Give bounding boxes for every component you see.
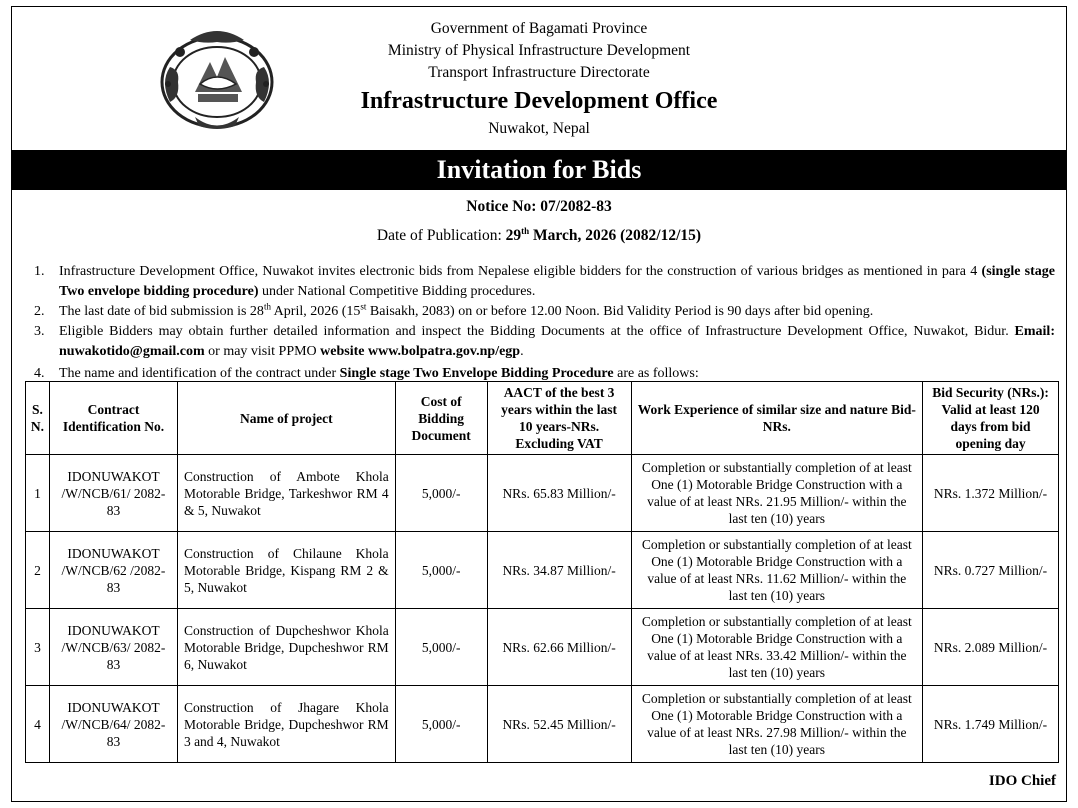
publication-date bbox=[0, 227, 1078, 245]
paragraph-number: 1. bbox=[34, 264, 45, 279]
cell-security: NRs. 0.727 Million/- bbox=[923, 532, 1059, 609]
paragraph-text: Eligible Bidders may obtain further detailed information and inspect the Bidding Documents at the office of Infrastructure Development Office, Nuwakot, Bidur. bbox=[59, 324, 1015, 339]
cell-sn: 3 bbox=[26, 609, 50, 686]
notice-number: Notice No: 07/2082-83 bbox=[466, 198, 612, 215]
paragraph-sup: th bbox=[263, 301, 271, 312]
table-row bbox=[26, 455, 1059, 532]
paragraph-text: or may visit PPMO bbox=[204, 344, 321, 359]
paragraph-text: . bbox=[520, 344, 524, 359]
paragraph-2 bbox=[25, 301, 1055, 320]
cell-cost: 5,000/- bbox=[395, 609, 487, 686]
cell-sn: 1 bbox=[26, 455, 50, 532]
cell-contract: IDONUWAKOT /W/NCB/61/ 2082-83 bbox=[49, 455, 177, 532]
signature: IDO Chief bbox=[988, 773, 1056, 789]
header-contract: Contract Identification No. bbox=[49, 382, 177, 455]
paragraph-text: Baisakh, 2083) on or before 12.00 Noon. Bid Validity Period is 90 days after bid opening. bbox=[366, 304, 874, 319]
paragraph-3 bbox=[25, 322, 1055, 362]
cell-work: Completion or substantially completion of at least One (1) Motorable Bridge Construction with a value of at least NRs. 21.95 Million/- within the last ten (10) years bbox=[631, 455, 923, 532]
paragraph-text: are as follows: bbox=[613, 366, 699, 381]
cell-project: Construction of Jhagare Khola Motorable Bridge, Dupcheshwor RM 3 and 4, Nuwakot bbox=[177, 686, 395, 763]
header-work: Work Experience of similar size and nature Bid-NRs. bbox=[631, 382, 923, 455]
paragraph-1 bbox=[25, 262, 1055, 302]
bids-table bbox=[25, 381, 1059, 763]
header-ministry: Ministry of Physical Infrastructure Development bbox=[387, 42, 691, 59]
cell-aact: NRs. 52.45 Million/- bbox=[487, 686, 631, 763]
instructions-list bbox=[25, 262, 1055, 384]
publication-day-suffix: th bbox=[521, 225, 530, 236]
paragraph-bold: (single stage Two envelope bidding procedure) bbox=[59, 264, 1055, 299]
cell-project: Construction of Dupcheshwor Khola Motorable Bridge, Dupcheshwor RM 6, Nuwakot bbox=[177, 609, 395, 686]
cell-project: Construction of Ambote Khola Motorable Bridge, Tarkeshwor RM 4 & 5, Nuwakot bbox=[177, 455, 395, 532]
cell-aact: NRs. 34.87 Million/- bbox=[487, 532, 631, 609]
header-directorate: Transport Infrastructure Directorate bbox=[428, 64, 650, 81]
table-row bbox=[26, 532, 1059, 609]
website-link[interactable]: website www.bolpatra.gov.np/egp bbox=[320, 344, 521, 359]
cell-work: Completion or substantially completion of at least One (1) Motorable Bridge Construction with a value of at least NRs. 33.42 Million/- within the last ten (10) years bbox=[631, 609, 923, 686]
cell-security: NRs. 1.372 Million/- bbox=[923, 455, 1059, 532]
cell-cost: 5,000/- bbox=[395, 532, 487, 609]
cell-contract: IDONUWAKOT /W/NCB/63/ 2082-83 bbox=[49, 609, 177, 686]
cell-cost: 5,000/- bbox=[395, 455, 487, 532]
cell-work: Completion or substantially completion of at least One (1) Motorable Bridge Construction with a value of at least NRs. 11.62 Million/- within the last ten (10) years bbox=[631, 532, 923, 609]
paragraph-text: April, 2026 (15 bbox=[270, 304, 361, 319]
paragraph-number: 3. bbox=[34, 324, 45, 339]
header-cost: Cost of Bidding Document bbox=[395, 382, 487, 455]
paragraph-text: The name and identification of the contract under bbox=[59, 366, 340, 381]
cell-security: NRs. 1.749 Million/- bbox=[923, 686, 1059, 763]
publication-rest: March, 2026 (2082/12/15) bbox=[529, 227, 702, 244]
office-location: Nuwakot, Nepal bbox=[488, 120, 590, 137]
paragraph-text: The last date of bid submission is 28 bbox=[59, 304, 264, 319]
cell-contract: IDONUWAKOT /W/NCB/62 /2082-83 bbox=[49, 532, 177, 609]
publication-day: 29 bbox=[505, 227, 522, 244]
cell-aact: NRs. 62.66 Million/- bbox=[487, 609, 631, 686]
publication-label: Date of Publication: bbox=[376, 227, 506, 244]
cell-aact: NRs. 65.83 Million/- bbox=[487, 455, 631, 532]
header-aact: AACT of the best 3 years within the last 10 years-NRs. Excluding VAT bbox=[487, 382, 631, 455]
cell-security: NRs. 2.089 Million/- bbox=[923, 609, 1059, 686]
cell-cost: 5,000/- bbox=[395, 686, 487, 763]
paragraph-bold: Single stage Two Envelope Bidding Procedure bbox=[339, 366, 614, 381]
paragraph-sup: st bbox=[360, 301, 367, 312]
office-title: Infrastructure Development Office bbox=[360, 88, 718, 114]
cell-contract: IDONUWAKOT /W/NCB/64/ 2082-83 bbox=[49, 686, 177, 763]
cell-project: Construction of Chilaune Khola Motorable Bridge, Kispang RM 2 & 5, Nuwakot bbox=[177, 532, 395, 609]
invitation-banner: Invitation for Bids bbox=[11, 150, 1067, 190]
header-project: Name of project bbox=[177, 382, 395, 455]
paragraph-text: Infrastructure Development Office, Nuwakot invites electronic bids from Nepalese eligible bidders for the construction of various bridges as mentioned in para 4 bbox=[59, 264, 982, 279]
header-government: Government of Bagamati Province bbox=[430, 20, 648, 37]
paragraph-text: under National Competitive Bidding procedures. bbox=[258, 284, 536, 299]
header-sn: S. N. bbox=[26, 382, 50, 455]
cell-sn: 2 bbox=[26, 532, 50, 609]
cell-sn: 4 bbox=[26, 686, 50, 763]
cell-work: Completion or substantially completion of at least One (1) Motorable Bridge Construction with a value of at least NRs. 27.98 Million/- within the last ten (10) years bbox=[631, 686, 923, 763]
header-block bbox=[0, 18, 1078, 84]
paragraph-number: 4. bbox=[34, 366, 45, 381]
header-security: Bid Security (NRs.): Valid at least 120 days from bid opening day bbox=[923, 382, 1059, 455]
table-row bbox=[26, 686, 1059, 763]
table-row bbox=[26, 609, 1059, 686]
table-header-row bbox=[26, 382, 1059, 455]
paragraph-number: 2. bbox=[34, 304, 45, 319]
email-link[interactable]: Email: nuwakotido@gmail.com bbox=[59, 324, 1055, 359]
